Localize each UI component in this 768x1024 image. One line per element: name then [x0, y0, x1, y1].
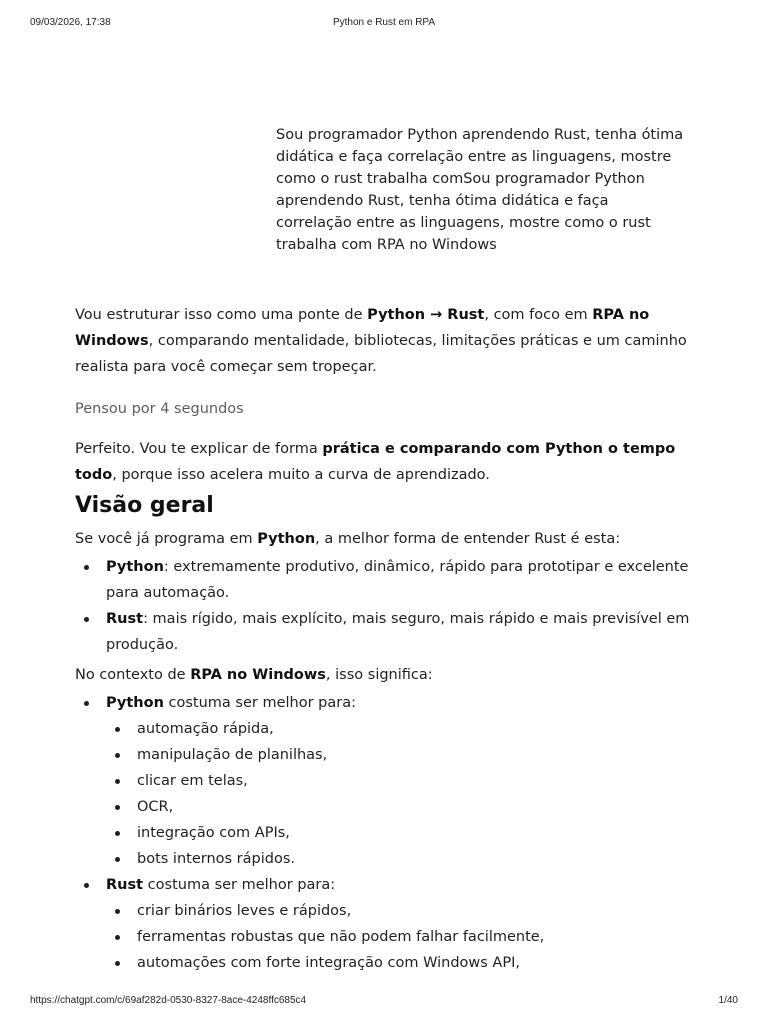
intro-bold-python-rust: Python → Rust	[367, 307, 485, 323]
list-item-bold: Rust	[106, 611, 144, 627]
sublist-item: manipulação de planilhas,	[137, 742, 700, 768]
rust-sublist	[106, 898, 700, 976]
sublist-item: automações com forte integração com Windows API,	[137, 950, 700, 976]
overview-paragraph	[75, 526, 700, 552]
list-item	[106, 606, 700, 658]
list-item-python	[106, 690, 700, 872]
list-item-rust	[106, 872, 700, 976]
intro-text: , com foco em	[484, 307, 593, 323]
python-sublist	[106, 716, 700, 872]
paragraph-text: , porque isso acelera muito a curva de aprendizado.	[112, 467, 490, 483]
page-url[interactable]: https://chatgpt.com/c/69af282d-0530-8327-8ace-4248ffc685c4	[30, 995, 307, 1006]
list-item	[106, 554, 700, 606]
intro-text: Vou estruturar isso como uma ponte de	[75, 307, 368, 323]
list-item-text: : mais rígido, mais explícito, mais seguro, mais rápido e mais previsível em produção.	[106, 611, 690, 653]
list-item-bold: Python	[106, 695, 164, 711]
paragraph-text: , a melhor forma de entender Rust é esta:	[315, 531, 621, 547]
thought-duration[interactable]: Pensou por 4 segundos	[75, 401, 244, 417]
paragraph-text: Perfeito. Vou te explicar de forma	[75, 441, 323, 457]
intro-paragraph	[75, 302, 700, 380]
sublist-item: OCR,	[137, 794, 700, 820]
perfeito-paragraph	[75, 436, 700, 488]
assistant-response	[75, 302, 700, 980]
sublist-item: integração com APIs,	[137, 820, 700, 846]
list-item-text: : extremamente produtivo, dinâmico, rápido para prototipar e excelente para automação.	[106, 559, 689, 601]
sublist-item: criar binários leves e rápidos,	[137, 898, 700, 924]
paragraph-bold: Python	[257, 531, 316, 547]
intro-bold-rpa: RPA no Windows	[75, 307, 650, 349]
section-heading: Visão geral	[75, 493, 214, 518]
sublist-item: ferramentas robustas que não podem falhar facilmente,	[137, 924, 700, 950]
paragraph-text: No contexto de	[75, 667, 191, 683]
comparison-list	[75, 554, 700, 658]
list-item-bold: Python	[106, 559, 164, 575]
document-title: Python e Rust em RPA	[332, 17, 436, 28]
print-datetime: 09/03/2026, 17:38	[30, 17, 111, 28]
sublist-item: clicar em telas,	[137, 768, 700, 794]
intro-text: , comparando mentalidade, bibliotecas, limitações práticas e um caminho realista para você começar sem tropeçar.	[75, 333, 687, 375]
sublist-item: bots internos rápidos.	[137, 846, 700, 872]
paragraph-text: Se você já programa em	[75, 531, 258, 547]
list-item-bold: Rust	[106, 877, 144, 893]
usage-list	[75, 690, 700, 976]
paragraph-bold: prática e comparando com Python o tempo todo	[75, 441, 676, 483]
list-item-text: costuma ser melhor para:	[143, 877, 336, 893]
paragraph-text: , isso significa:	[325, 667, 433, 683]
list-item-text: costuma ser melhor para:	[163, 695, 356, 711]
page-number: 1/40	[718, 995, 738, 1006]
context-paragraph	[75, 662, 700, 688]
sublist-item: automação rápida,	[137, 716, 700, 742]
paragraph-bold: RPA no Windows	[190, 667, 326, 683]
user-message: Sou programador Python aprendendo Rust, tenha ótima didática e faça correlação entre as linguagens, mostre como o rust trabalha comSou programador Python aprendendo Rust, tenha ótima didática e faça correlação entre as linguagens, mostre como o rust trabalha com RPA no Windows	[276, 127, 684, 253]
